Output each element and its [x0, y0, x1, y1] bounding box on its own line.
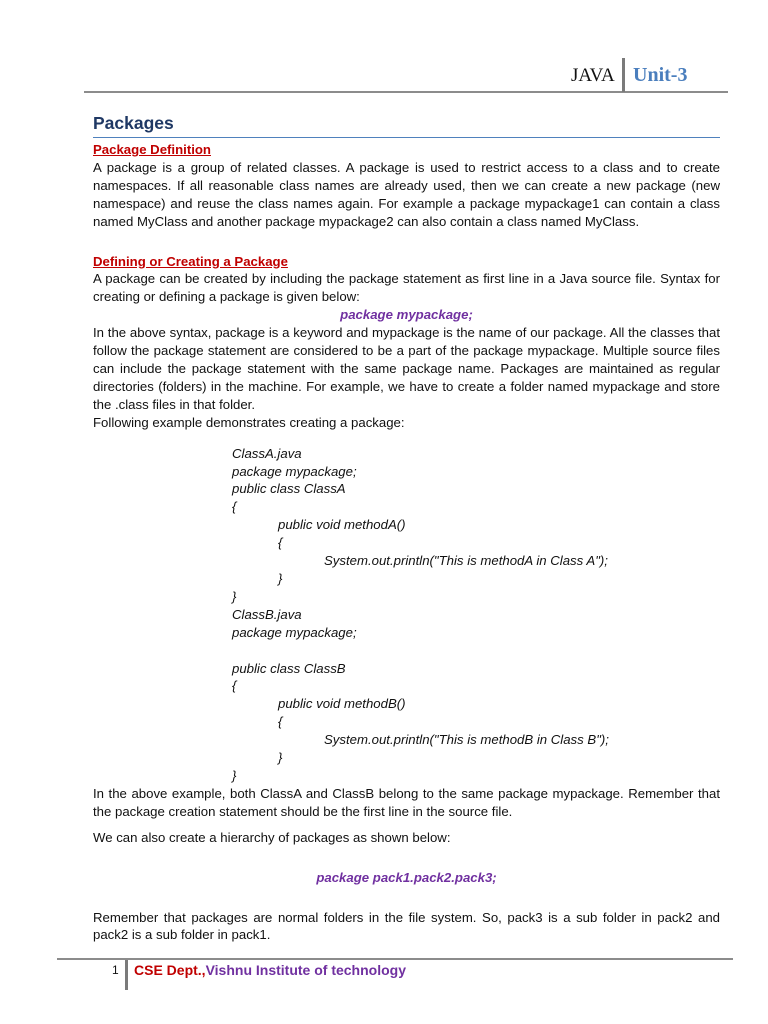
code-line: public void methodB() — [278, 696, 406, 712]
header-unit: Unit-3 — [633, 64, 688, 86]
code-line: { — [232, 678, 237, 694]
hierarchy-syntax: package pack1.pack2.pack3; — [316, 869, 497, 885]
footer-divider — [125, 960, 128, 990]
code-line: } — [278, 570, 283, 586]
code-blank-line — [93, 642, 720, 660]
example-intro: Following example demonstrates creating a package: — [93, 414, 405, 430]
syntax-explanation: In the above syntax, package is a keyword and mypackage is the name of our package. All the classes that follow the package statement are considered to be a part of the package mypackage. Multiple source files can include the package statement with the same package name. Packages are maintained as regular directories (folders) in the machine. For example, we have to create a folder named mypackage and store the .class files in that folder. — [93, 325, 720, 412]
page-content — [93, 110, 720, 944]
page-footer — [0, 956, 768, 996]
page-header — [0, 56, 768, 96]
code-line: public void methodA() — [278, 517, 406, 533]
code-line: package mypackage; — [232, 624, 357, 640]
footer-rule — [57, 958, 733, 960]
hierarchy-intro: We can also create a hierarchy of packages as shown below: — [93, 829, 451, 845]
code-line: public class ClassA — [232, 481, 346, 497]
code-line: } — [232, 588, 237, 604]
header-subject: JAVA — [571, 65, 615, 86]
hierarchy-paragraph: Remember that packages are normal folders in the file system. So, pack3 is a sub folder in pack2 and pack2 is a sub folder in pack1. — [93, 909, 720, 943]
title-rule — [93, 137, 720, 138]
footer-institute: Vishnu Institute of technology — [205, 962, 406, 978]
footer-institution — [134, 962, 406, 978]
footer-dept: CSE Dept., — [134, 962, 206, 978]
definition-heading: Package Definition — [93, 142, 211, 157]
creating-heading: Defining or Creating a Package — [93, 253, 288, 269]
creating-paragraph: A package can be created by including the package statement as first line in a Java source file. Syntax for creating or defining a package is given below: — [93, 271, 720, 305]
page-number: 1 — [112, 963, 119, 977]
example-summary: In the above example, both ClassA and ClassB belong to the same package mypackage. Remember that the package creation statement should be the first line in the source file. — [93, 785, 720, 819]
code-line: { — [278, 714, 283, 730]
code-example — [93, 445, 720, 785]
code-line: public class ClassB — [232, 660, 346, 676]
header-rule — [84, 91, 728, 93]
code-line: System.out.println("This is methodB in Class B"); — [324, 732, 609, 748]
header-divider — [622, 58, 625, 92]
code-line: { — [278, 535, 283, 551]
syntax-line: package mypackage; — [340, 307, 473, 323]
definition-paragraph: A package is a group of related classes. A package is used to restrict access to a class and to create namespaces. If all reasonable class names are already used, then we can create a new package (new namespace) and reuse the class names again. For example a package mypackage1 can contain a class named MyClass and another package mypackage2 can also contain a class named MyClass. — [93, 159, 720, 229]
code-line: } — [232, 768, 237, 783]
code-line: ClassB.java — [232, 606, 302, 622]
code-line: } — [278, 750, 283, 766]
code-line: package mypackage; — [232, 463, 357, 479]
code-line: ClassA.java — [232, 445, 302, 461]
page-title: Packages — [93, 113, 174, 133]
code-line: { — [232, 499, 237, 515]
code-line: System.out.println("This is methodA in Class A"); — [324, 553, 608, 569]
